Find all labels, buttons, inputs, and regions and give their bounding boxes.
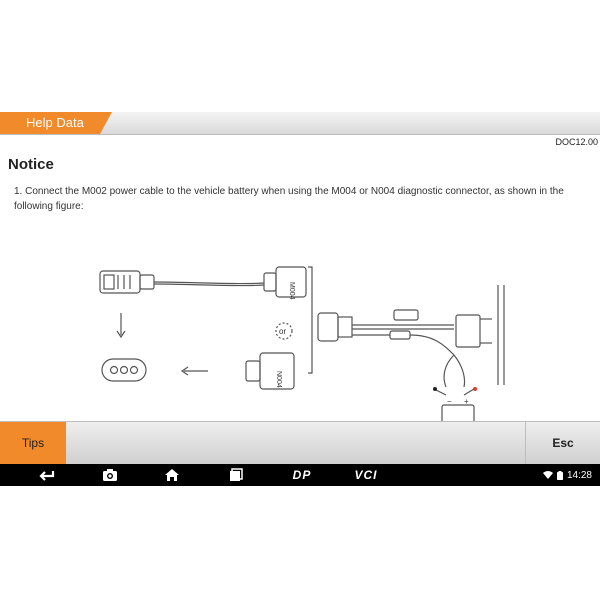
home-icon[interactable] bbox=[160, 464, 184, 486]
tips-button[interactable]: Tips bbox=[0, 422, 66, 465]
dp-button[interactable] bbox=[280, 464, 324, 486]
diagnostic-connector-right bbox=[318, 285, 504, 385]
clamp-wire-right bbox=[454, 355, 465, 387]
clamp-black-tip bbox=[433, 387, 437, 391]
vci-button[interactable] bbox=[344, 464, 388, 486]
battery-plus: + bbox=[464, 397, 469, 406]
tab-help-data[interactable]: Help Data bbox=[0, 112, 100, 134]
battery-icon bbox=[557, 471, 563, 480]
n004-connector bbox=[246, 353, 294, 389]
document-code: DOC12.00 bbox=[555, 137, 598, 147]
wifi-icon bbox=[543, 471, 553, 479]
dp-label: DP bbox=[292, 468, 312, 482]
clamp-red bbox=[464, 389, 474, 395]
android-nav-bar bbox=[0, 464, 600, 486]
or-label: or bbox=[279, 327, 287, 336]
notice-title: Notice bbox=[8, 156, 54, 173]
status-area bbox=[543, 464, 592, 486]
connection-diagram bbox=[94, 255, 514, 421]
clock: 14:28 bbox=[566, 469, 592, 481]
back-arrow-icon[interactable] bbox=[34, 464, 58, 486]
device-screen bbox=[0, 112, 600, 486]
recent-apps-icon[interactable] bbox=[224, 464, 248, 486]
battery-box bbox=[442, 405, 474, 421]
notice-item-1: 1. Connect the M002 power cable to the vehicle battery when using the M004 or N004 diagnostic connector, as shown in the following figure: bbox=[14, 186, 564, 212]
vci-label: VCI bbox=[354, 468, 378, 482]
m004-label: M004 bbox=[288, 282, 295, 300]
obd-connector-left bbox=[100, 271, 154, 293]
m004-connector bbox=[264, 267, 306, 297]
clamp-wire-left bbox=[444, 355, 454, 387]
tab-bar bbox=[0, 112, 600, 135]
help-content bbox=[0, 135, 600, 421]
battery-minus: − bbox=[447, 397, 452, 406]
camera-icon[interactable] bbox=[98, 464, 122, 486]
esc-button[interactable]: Esc bbox=[525, 422, 600, 465]
clamp-red-tip bbox=[473, 387, 477, 391]
vehicle-plug bbox=[102, 359, 146, 381]
action-bar bbox=[0, 421, 600, 465]
power-cable bbox=[154, 282, 264, 284]
n004-label: N004 bbox=[275, 371, 282, 388]
